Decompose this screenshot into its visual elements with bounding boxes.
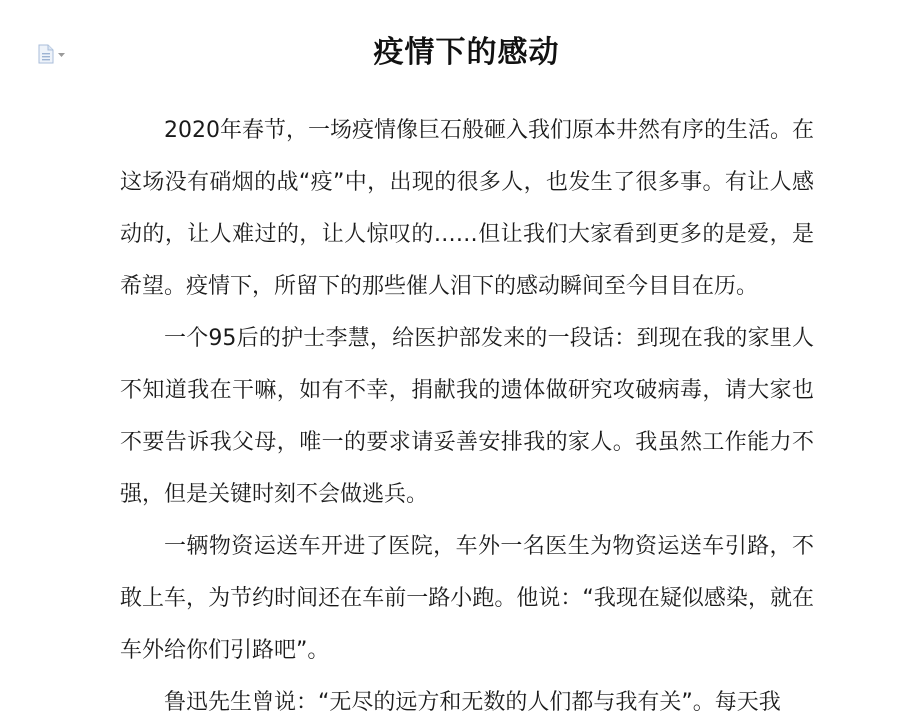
paragraph-1: 2020年春节，一场疫情像巨石般砸入我们原本井然有序的生活。在这场没有硝烟的战“疫”中，出现的很多人，也发生了很多事。有让人感动的，让人难过的，让人惊叹的……但让我们大家看到更多的是爱，是希望。疫情下，所留下的那些催人泪下的感动瞬间至今目目在历。 xyxy=(120,118,814,299)
paragraph-2: 一个95后的护士李慧，给医护部发来的一段话：到现在我的家里人不知道我在干嘛，如有不幸，捐献我的遗体做研究攻破病毒，请大家也不要告诉我父母，唯一的要求请妥善安排我的家人。我虽然工作能力不强，但是关键时刻不会做逃兵。 xyxy=(120,326,814,507)
document-title: 疫情下的感动 xyxy=(373,35,560,70)
paragraph-4: 鲁迅先生曾说：“无尽的远方和无数的人们都与我有关”。每天我 xyxy=(164,690,781,715)
document-body[interactable] xyxy=(120,105,814,725)
paragraph-3: 一辆物资运送车开进了医院，车外一名医生为物资运送车引路，不敢上车，为节约时间还在车前一路小跑。他说：“我现在疑似感染，就在车外给你们引路吧”。 xyxy=(120,534,814,663)
